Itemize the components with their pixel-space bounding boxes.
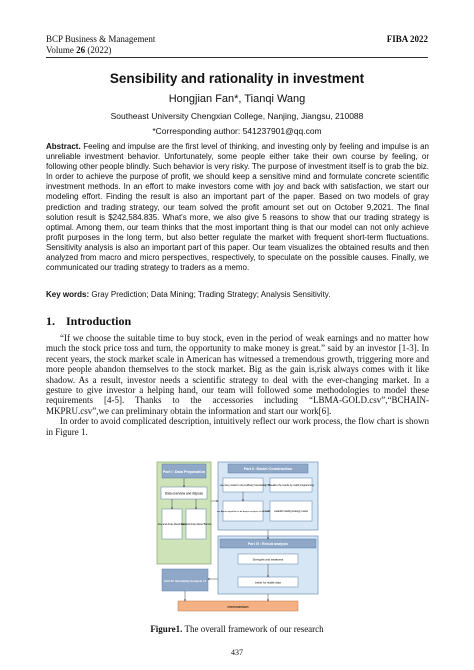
apriori-label: use Apriori algorithm to do deeper analysis of the data — [216, 511, 270, 513]
running-header — [46, 34, 428, 56]
body-text — [46, 333, 429, 437]
memorandum-label: memorandum — [227, 605, 249, 609]
paragraph: “If we choose the suitable time to buy stock, even in the period of weak earnings and no matter how much the stock price toss and turn, the opportunity to make money is great.” said by an investor [1-3]. In recent years, the stock market scale in American has witnessed a tremendous growth, triggering more and more people abandon themselves to the stock market. Big as the gain is,risk always comes with it like shadow. As a result, investor needs a scientific strategy to deal with the ever-changing market. In a gesture to give investor a helping hand, our team will followed some methodologies to model these requirements [4-5]. Thanks to the accessories including “LBMA-GOLD.csv”,“BCHAIN-MKPRU.csv”,we can preliminary obtain the information and start our work[6]. — [46, 333, 429, 416]
section-title: Introduction — [66, 314, 132, 328]
abstract-text: Feeling and impulse are the first level of thinking, and investing only by feeling and impulse is an unreliable investment behavior. Unfortunately, some people either take their own course by feeling, or following other people blindly. Such behavior is very risky. The purpose of investment itself is to grab the biz. In order to achieve the purpose of profit, we should keep a sensitive mind and formulate concrete scientific investment methods. In an effort to make investors come with joy and back with satisfaction, we start our modeling effort. Finding the result is also an important part of the paper. Based on two models of gray prediction and trading strategy, our team solved the profit amount set out on October 9,2021. The final solution result is $242,584.835. What's more, we also give 5 reasons to show that our trading strategy is optimal. Among them, our team thinks that the most important thing is that our model can not only achieve profit purposes in the long term, but also better regulate the market with frequent short-term fluctuations. Sensitivity analysis is also an important part of this paper. Our team visualizes the obtained results and then analyzed from macro and micro perspectives, respectively, to speculate on the possible causes. Finally, we communicated our trading strategy to traders as a memo. — [46, 142, 429, 273]
data-overview-label: Data overview and dispose — [164, 491, 204, 496]
conference-name: FIBA 2022 — [386, 34, 428, 44]
trading-model-label: establish trading strategy model — [274, 510, 308, 513]
volume-label: Volume — [46, 45, 77, 55]
section-heading — [46, 314, 131, 329]
journal-name: BCP Business & Management — [46, 34, 156, 44]
volume-number: 26 — [76, 45, 86, 55]
corresponding-author: *Corresponding author: 541237901@qq.com — [152, 126, 322, 136]
bitcoin-label: rise and drop about Bitcoin — [180, 523, 212, 526]
paragraph: In order to avoid complicated description, intuitively reflect our work process, the flow chart is shown in Figure 1. — [46, 416, 429, 437]
volume-year: (2022) — [85, 45, 112, 55]
affiliation: Southeast University Chengxian College, Nanjing, Jiangsu, 210088 — [110, 111, 364, 121]
visualize-label: Visualize the results by matlb programming — [268, 484, 314, 487]
keywords-label: Key words: — [46, 290, 90, 299]
gold-label: rise and drop about Gold — [157, 523, 187, 526]
keywords — [46, 290, 429, 300]
volume-line — [46, 45, 428, 56]
part4-title: Part IV: Sensitivity Analysis of — [164, 579, 206, 583]
part2-title: Part II :Model Construction — [243, 467, 293, 471]
caption-label: Figure1. — [150, 624, 183, 634]
part1-title: Part I :Data Preparation — [162, 470, 206, 474]
caption-text: The overall framework of our research — [182, 624, 324, 634]
better-data-label: better for stable data — [255, 580, 281, 585]
part3-title: Part III : Result analysis — [247, 542, 289, 546]
header-rule — [46, 57, 428, 58]
paper-authors: Hongjian Fan*, Tianqi Wang — [168, 93, 306, 105]
flowchart-figure — [156, 461, 319, 619]
strengths-label: Strengths and weakness — [252, 557, 284, 562]
grey-model-label: use Grey model to do prelilinary forecasting — [219, 484, 267, 487]
figure-caption — [0, 624, 474, 634]
keywords-text: Gray Prediction; Data Mining; Trading Strategy; Analysis Sensitivity. — [89, 290, 331, 299]
abstract-label: Abstract. — [46, 142, 81, 151]
abstract — [46, 142, 429, 273]
flowchart-svg — [156, 461, 319, 619]
section-number: 1. — [46, 314, 55, 328]
paper-title: Sensibility and rationality in investment — [109, 71, 365, 86]
page-number: 437 — [231, 648, 243, 657]
